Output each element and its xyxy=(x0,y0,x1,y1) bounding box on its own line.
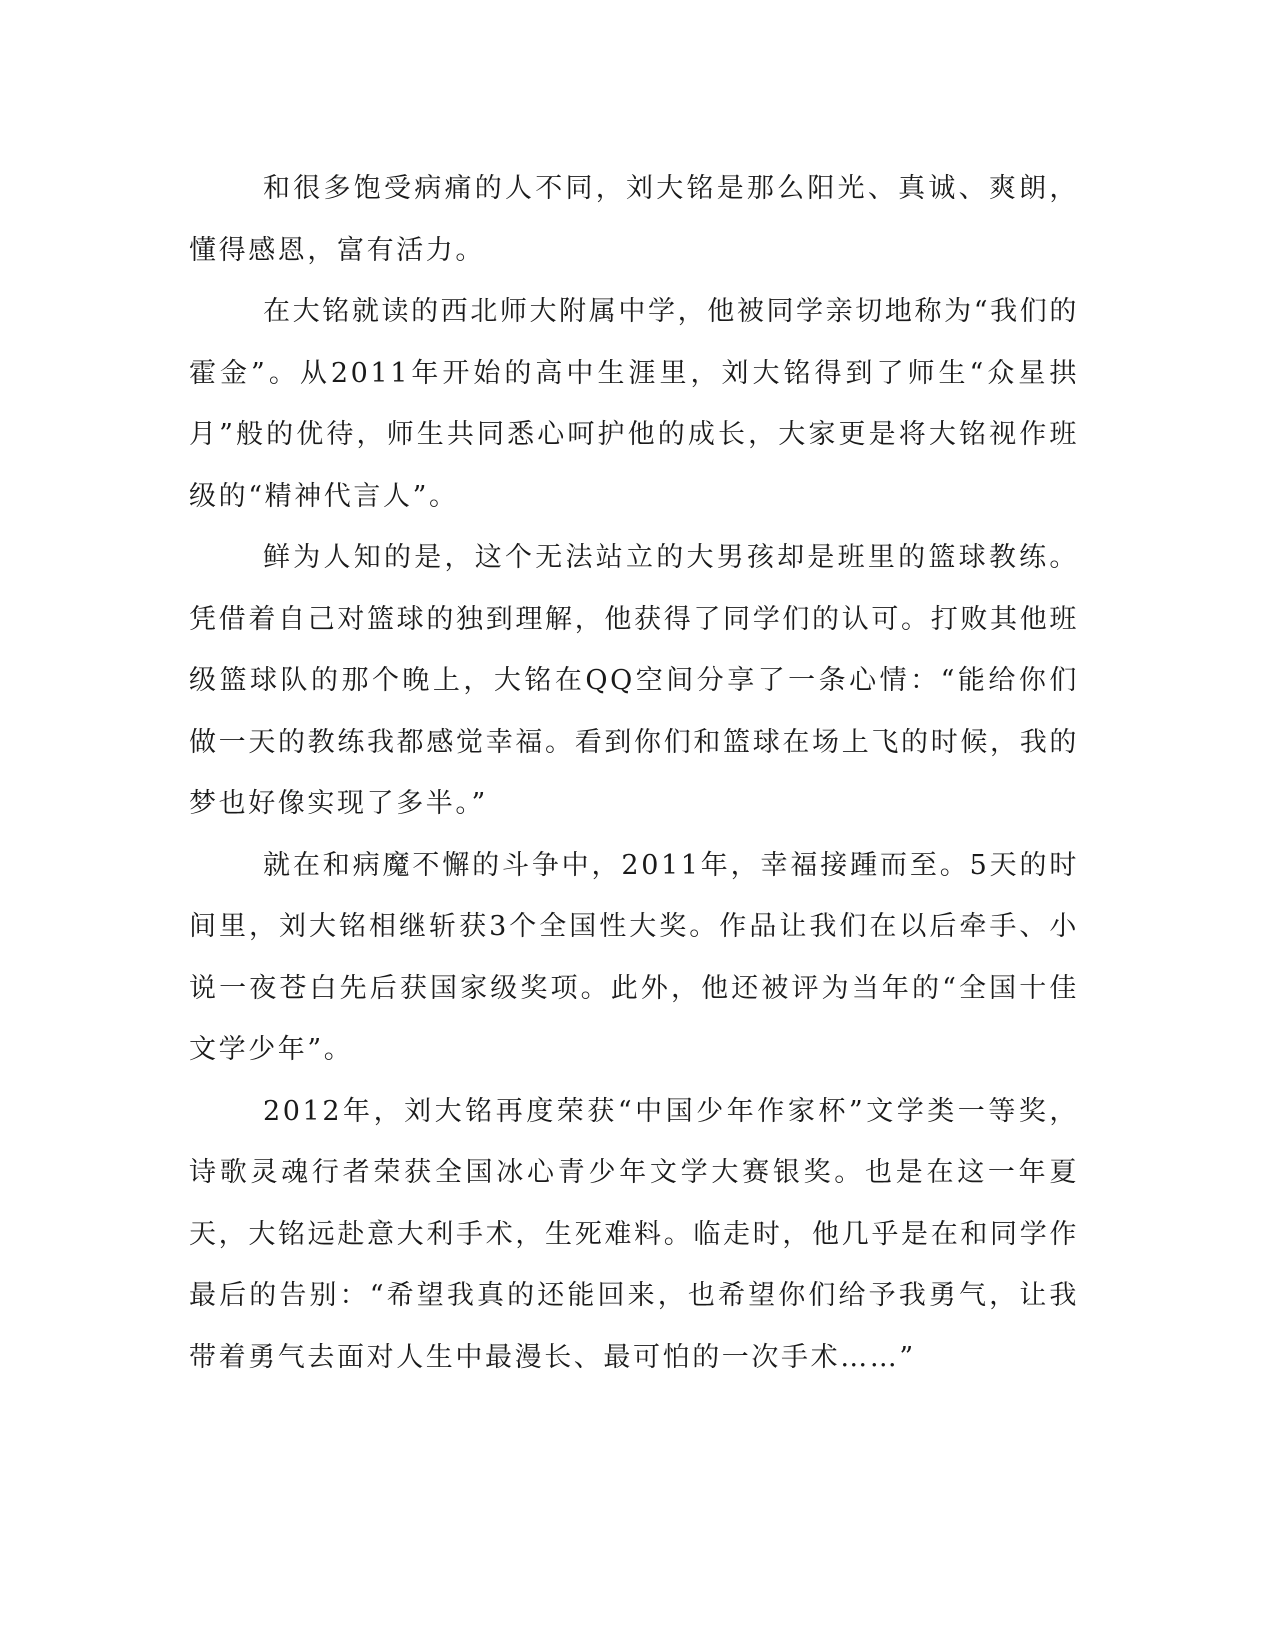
paragraph-2: 在大铭就读的西北师大附属中学，他被同学亲切地称为“我们的霍金”。从2011年开始的高中生涯里，刘大铭得到了师生“众星拱月”般的优待，师生共同悉心呵护他的成长，大家更是将大铭视作班级的“精神代言人”。 xyxy=(189,296,1079,512)
paragraph-3: 鲜为人知的是，这个无法站立的大男孩却是班里的篮球教练。凭借着自己对篮球的独到理解，他获得了同学们的认可。打败其他班级篮球队的那个晚上，大铭在QQ空间分享了一条心情：“能给你们做一天的教练我都感觉幸福。看到你们和篮球在场上飞的时候，我的梦也好像实现了多半。” xyxy=(189,542,1079,819)
paragraph-4: 就在和病魔不懈的斗争中，2011年，幸福接踵而至。5天的时间里，刘大铭相继斩获3个全国性大奖。作品让我们在以后牵手、小说一夜苍白先后获国家级奖项。此外，他还被评为当年的“全国十佳文学少年”。 xyxy=(189,849,1079,1065)
paragraph-5: 2012年，刘大铭再度荣获“中国少年作家杯”文学类一等奖，诗歌灵魂行者荣获全国冰心青少年文学大赛银奖。也是在这一年夏天，大铭远赴意大利手术，生死难料。临走时，他几乎是在和同学作最后的告别：“希望我真的还能回来，也希望你们给予我勇气，让我带着勇气去面对人生中最漫长、最可怕的一次手术……” xyxy=(189,1095,1079,1373)
document-body xyxy=(189,158,1079,1388)
paragraph-1: 和很多饱受病痛的人不同，刘大铭是那么阳光、真诚、爽朗，懂得感恩，富有活力。 xyxy=(189,173,1079,266)
